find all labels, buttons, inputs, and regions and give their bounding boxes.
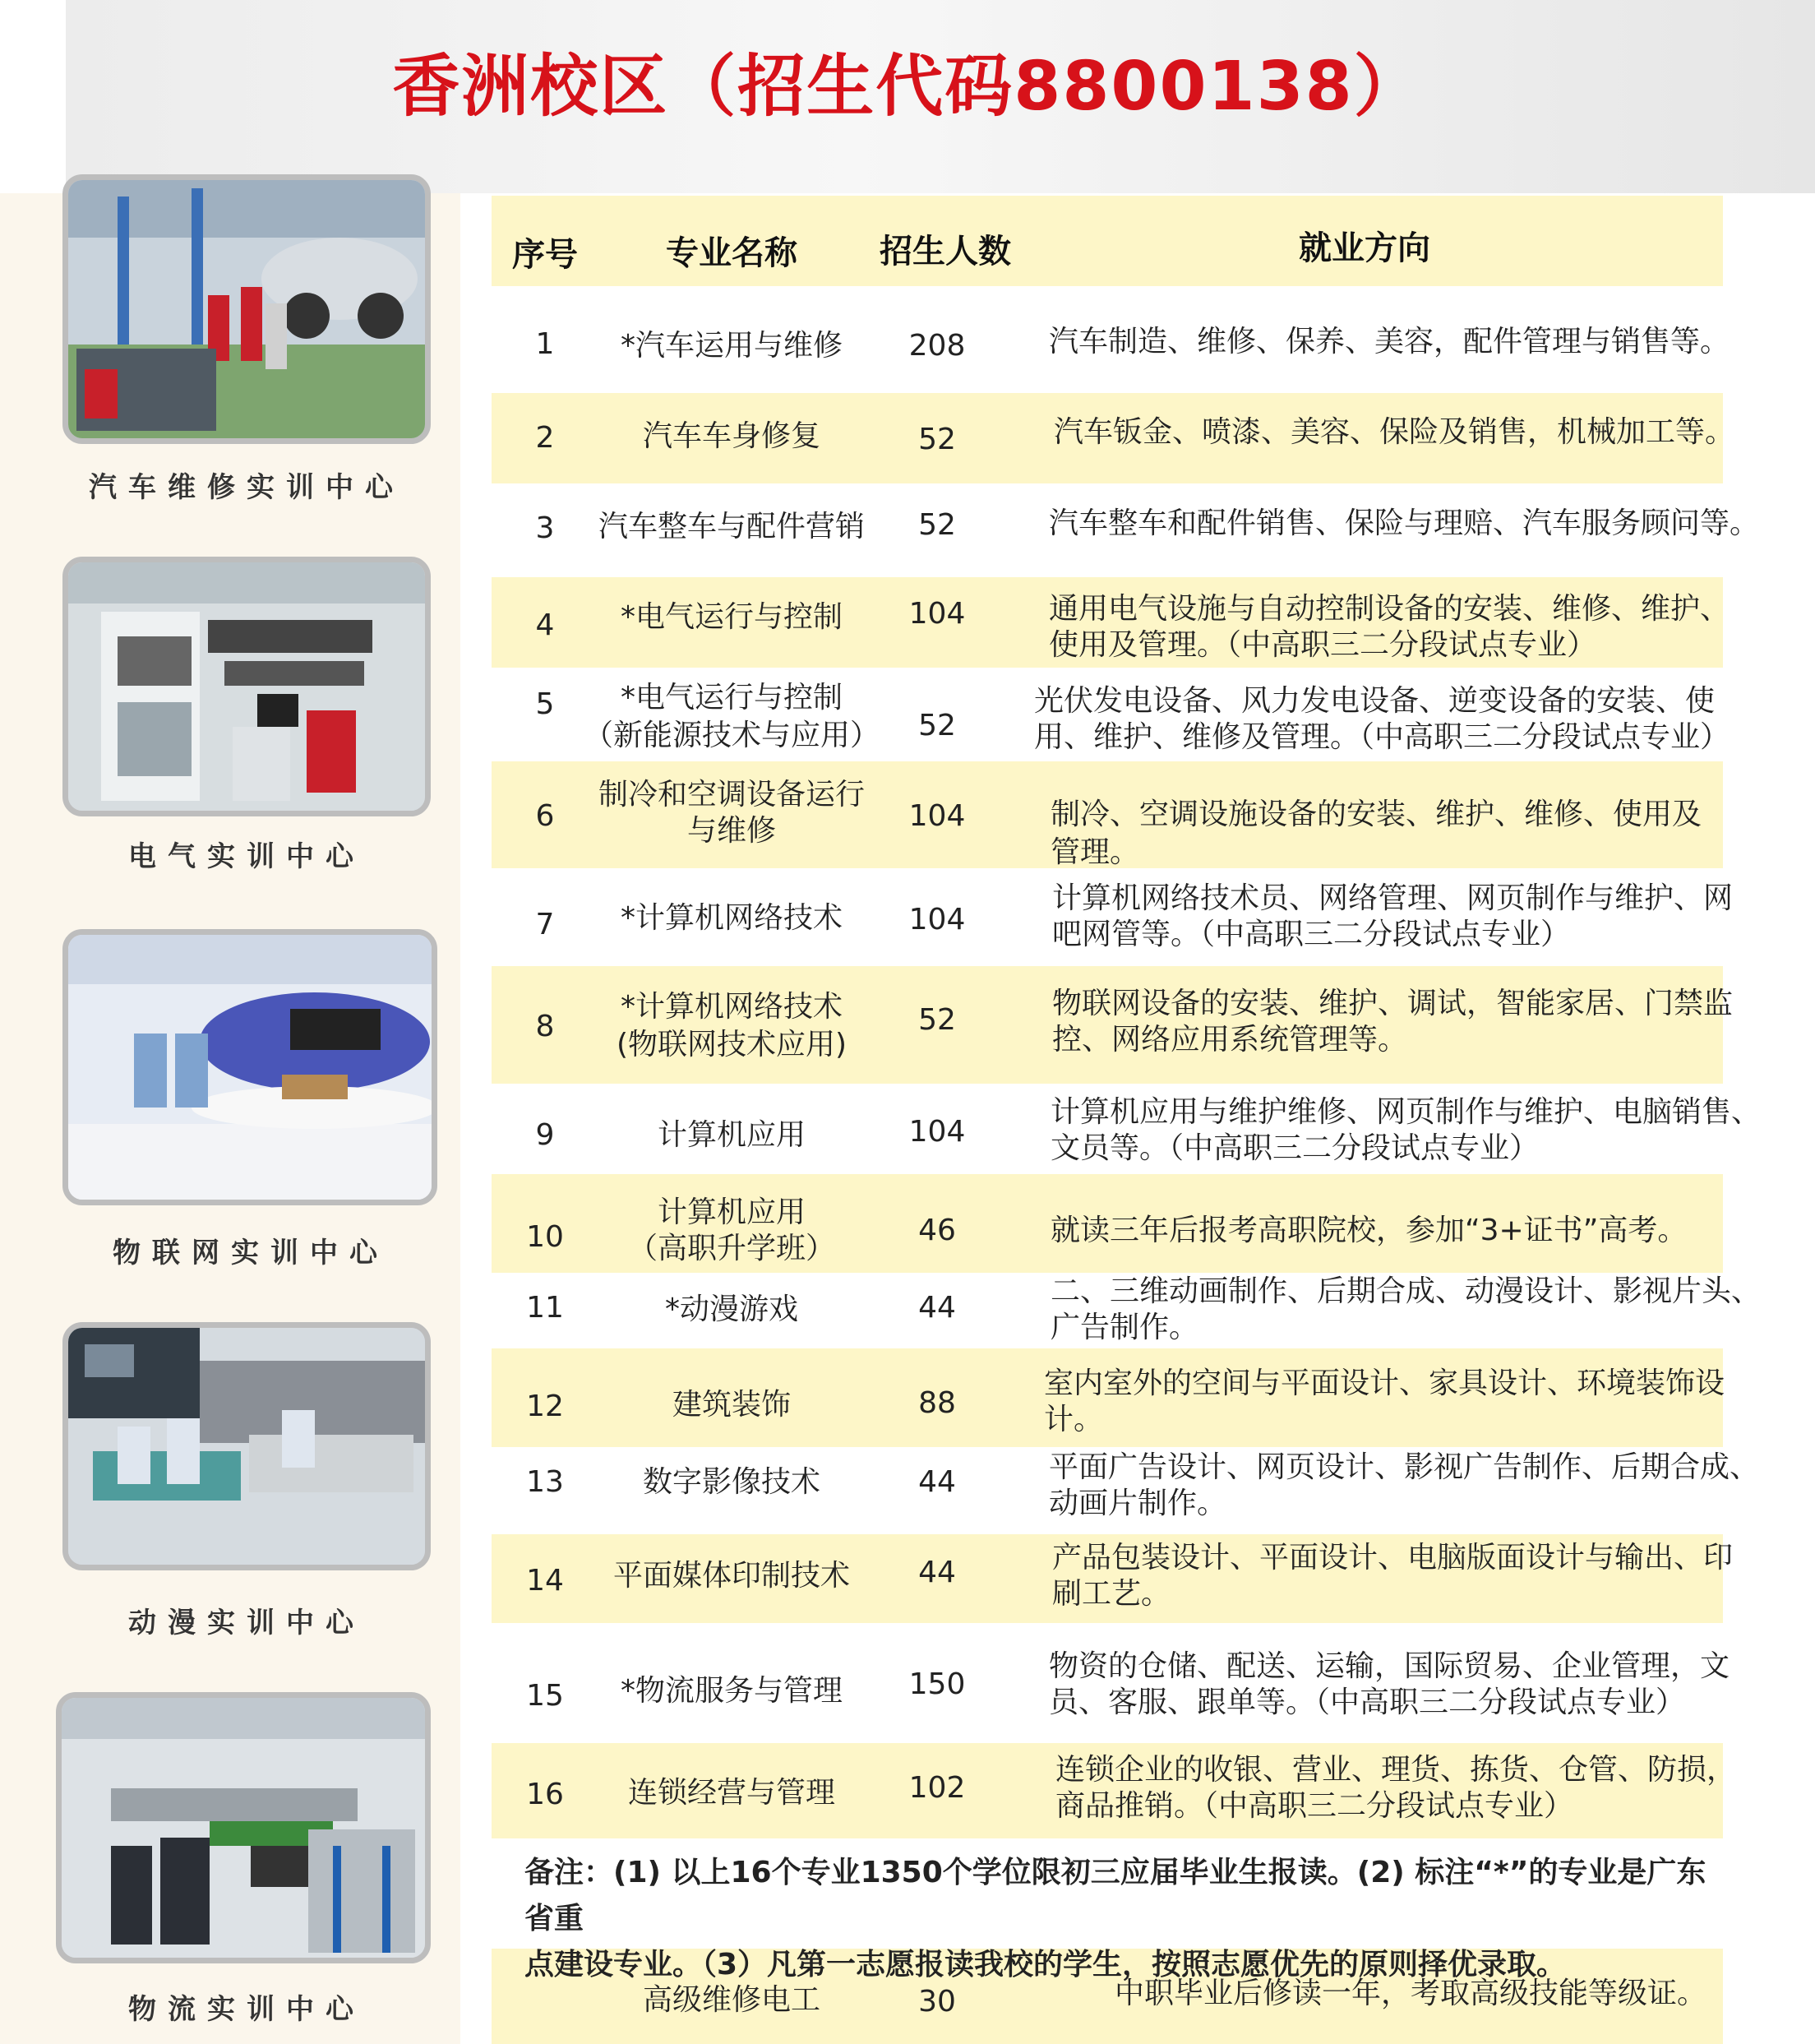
row-11-career-line2: 广告制作。 (1051, 1311, 1199, 1344)
extra-row-career: 中职毕业后修读一年，考取高级技能等级证。 (1115, 1977, 1707, 2010)
header-major-name: 专业名称 (666, 234, 797, 272)
extra-row-count: 30 (918, 1985, 956, 2019)
row-5-count: 52 (918, 709, 956, 742)
footnote-line2: 点建设专业。（3）凡第一志愿报读我校的学生，按照志愿优先的原则择优录取。 (524, 1948, 1567, 1982)
header-enrollment: 招生人数 (880, 233, 1011, 271)
row-15-career-line1: 物资的仓储、配送、运输，国际贸易、企业管理，文 (1049, 1649, 1730, 1683)
row-12-name: 建筑装饰 (672, 1388, 791, 1422)
row-8-career-line1: 物联网设备的安装、维护、调试，智能家居、门禁监 (1052, 987, 1734, 1020)
row-6-count: 104 (908, 799, 966, 833)
row-14-count: 44 (918, 1556, 956, 1589)
row-6-name-line1: 制冷和空调设备运行 (598, 778, 865, 812)
row-16-career-line2: 商品推销。（中高职三二分段试点专业） (1055, 1789, 1574, 1823)
row-15-number: 15 (526, 1679, 564, 1713)
caption-animation-center: 动漫实训中心 (128, 1607, 365, 1639)
caption-electrical-center: 电气实训中心 (128, 840, 365, 873)
row-4-count: 104 (908, 597, 966, 631)
photo-electrical-center (62, 557, 431, 816)
row-9-career-line1: 计算机应用与维护维修、网页制作与维护、电脑销售、 (1051, 1095, 1762, 1129)
row-1-name: *汽车运用与维修 (620, 329, 843, 363)
caption-auto-repair-center: 汽车维修实训中心 (89, 471, 404, 504)
row-2-career: 汽车钣金、喷漆、美容、保险及销售，机械加工等。 (1054, 415, 1735, 449)
row-10-count: 46 (918, 1214, 956, 1247)
row-1-count: 208 (908, 329, 966, 363)
row-13-number: 13 (526, 1465, 564, 1499)
caption-logistics-center: 物流实训中心 (128, 1993, 365, 2026)
row-12-count: 88 (918, 1386, 956, 1420)
row-13-count: 44 (918, 1465, 956, 1499)
row-11-count: 44 (918, 1291, 956, 1325)
row-10-number: 10 (526, 1220, 564, 1254)
row-7-count: 104 (908, 903, 966, 936)
row-16-career-line1: 连锁企业的收银、营业、理货、拣货、仓管、防损， (1055, 1753, 1737, 1787)
row-10-name-line2: （高职升学班） (627, 1232, 835, 1265)
row-5-number: 5 (535, 687, 555, 721)
row-7-career-line2: 吧网管等。（中高职三二分段试点专业） (1052, 918, 1571, 951)
row-11-name: *动漫游戏 (664, 1293, 798, 1326)
row-2-number: 2 (535, 421, 555, 455)
row-8-name-line2: (物联网技术应用) (616, 1028, 847, 1061)
row-11-career-line1: 二、三维动画制作、后期合成、动漫设计、影视片头、 (1051, 1274, 1762, 1308)
row-4-career-line2: 使用及管理。（中高职三二分段试点专业） (1049, 628, 1597, 662)
photo-iot-center (62, 929, 437, 1205)
row-11-number: 11 (526, 1291, 564, 1325)
photo-animation-center (62, 1322, 431, 1570)
row-3-count: 52 (918, 508, 956, 542)
row-16-number: 16 (526, 1778, 564, 1811)
row-12-career-line1: 室内室外的空间与平面设计、家具设计、环境装饰设 (1044, 1367, 1725, 1400)
page-title: 香洲校区（招生代码8800138） (392, 48, 1423, 126)
row-16-count: 102 (908, 1771, 966, 1805)
row-3-name: 汽车整车与配件营销 (598, 510, 865, 543)
row-9-career-line2: 文员等。（中高职三二分段试点专业） (1051, 1131, 1540, 1165)
footnote-line1: 备注：(1) 以上16个专业1350个学位限初三应届毕业生报读。(2) 标注“*”的专业是广东省重 (524, 1856, 1706, 1935)
extra-row-name: 高级维修电工 (642, 1983, 820, 2017)
photo-logistics-center (56, 1692, 431, 1963)
row-15-career-line2: 员、客服、跟单等。（中高职三二分段试点专业） (1049, 1686, 1686, 1719)
row-12-number: 12 (526, 1390, 564, 1423)
row-5-name-line1: *电气运行与控制 (620, 681, 843, 714)
row-4-name: *电气运行与控制 (620, 600, 843, 634)
row-9-count: 104 (908, 1115, 966, 1149)
row-8-career-line2: 控、网络应用系统管理等。 (1052, 1023, 1408, 1057)
row-14-number: 14 (526, 1564, 564, 1598)
row-16-name: 连锁经营与管理 (627, 1776, 835, 1810)
row-9-number: 9 (535, 1118, 555, 1152)
row-2-count: 52 (918, 423, 956, 456)
footnote (524, 1850, 1733, 1988)
row-14-career-line2: 刷工艺。 (1052, 1577, 1171, 1611)
row-5-name-line2: （新能源技术与应用） (583, 719, 880, 752)
row-13-name: 数字影像技术 (642, 1465, 820, 1499)
row-8-count: 52 (918, 1003, 956, 1037)
row-7-number: 7 (535, 908, 555, 941)
row-12-career-line2: 计。 (1044, 1403, 1104, 1436)
row-14-name: 平面媒体印制技术 (612, 1559, 850, 1593)
row-4-number: 4 (535, 608, 555, 642)
caption-iot-center: 物联网实训中心 (113, 1237, 389, 1269)
header-number: 序号 (512, 236, 578, 274)
row-6-career-line2: 管理。 (1051, 835, 1140, 869)
row-10-name-line1: 计算机应用 (657, 1195, 806, 1229)
row-15-count: 150 (908, 1667, 966, 1701)
row-6-number: 6 (535, 799, 555, 833)
row-7-career-line1: 计算机网络技术员、网络管理、网页制作与维护、网 (1052, 881, 1734, 915)
row-1-career: 汽车制造、维修、保养、美容，配件管理与销售等。 (1049, 325, 1730, 358)
row-14-career-line1: 产品包装设计、平面设计、电脑版面设计与输出、印 (1052, 1541, 1734, 1575)
row-7-name: *计算机网络技术 (620, 901, 843, 935)
row-5-career-line2: 用、维护、维修及管理。（中高职三二分段试点专业） (1034, 720, 1730, 754)
row-1-number: 1 (535, 327, 555, 361)
row-10-career: 就读三年后报考高职院校，参加“3+证书”高考。 (1051, 1214, 1688, 1247)
row-15-name: *物流服务与管理 (620, 1674, 843, 1708)
row-6-name-line2: 与维修 (686, 814, 776, 848)
photo-auto-repair-center (62, 174, 431, 444)
row-8-name-line1: *计算机网络技术 (620, 990, 843, 1024)
row-13-career-line1: 平面广告设计、网页设计、影视广告制作、后期合成、 (1049, 1450, 1760, 1484)
row-3-career: 汽车整车和配件销售、保险与理赔、汽车服务顾问等。 (1049, 506, 1760, 540)
row-6-career-line1: 制冷、空调设施设备的安装、维护、维修、使用及 (1051, 798, 1702, 831)
row-9-name: 计算机应用 (657, 1118, 806, 1152)
header-career: 就业方向 (1299, 229, 1430, 267)
row-13-career-line2: 动画片制作。 (1049, 1487, 1227, 1520)
row-8-number: 8 (535, 1010, 555, 1043)
row-2-name: 汽车车身修复 (642, 419, 820, 453)
row-3-number: 3 (535, 511, 555, 545)
row-4-career-line1: 通用电气设施与自动控制设备的安装、维修、维护、 (1049, 592, 1730, 626)
row-5-career-line1: 光伏发电设备、风力发电设备、逆变设备的安装、使 (1034, 684, 1716, 718)
